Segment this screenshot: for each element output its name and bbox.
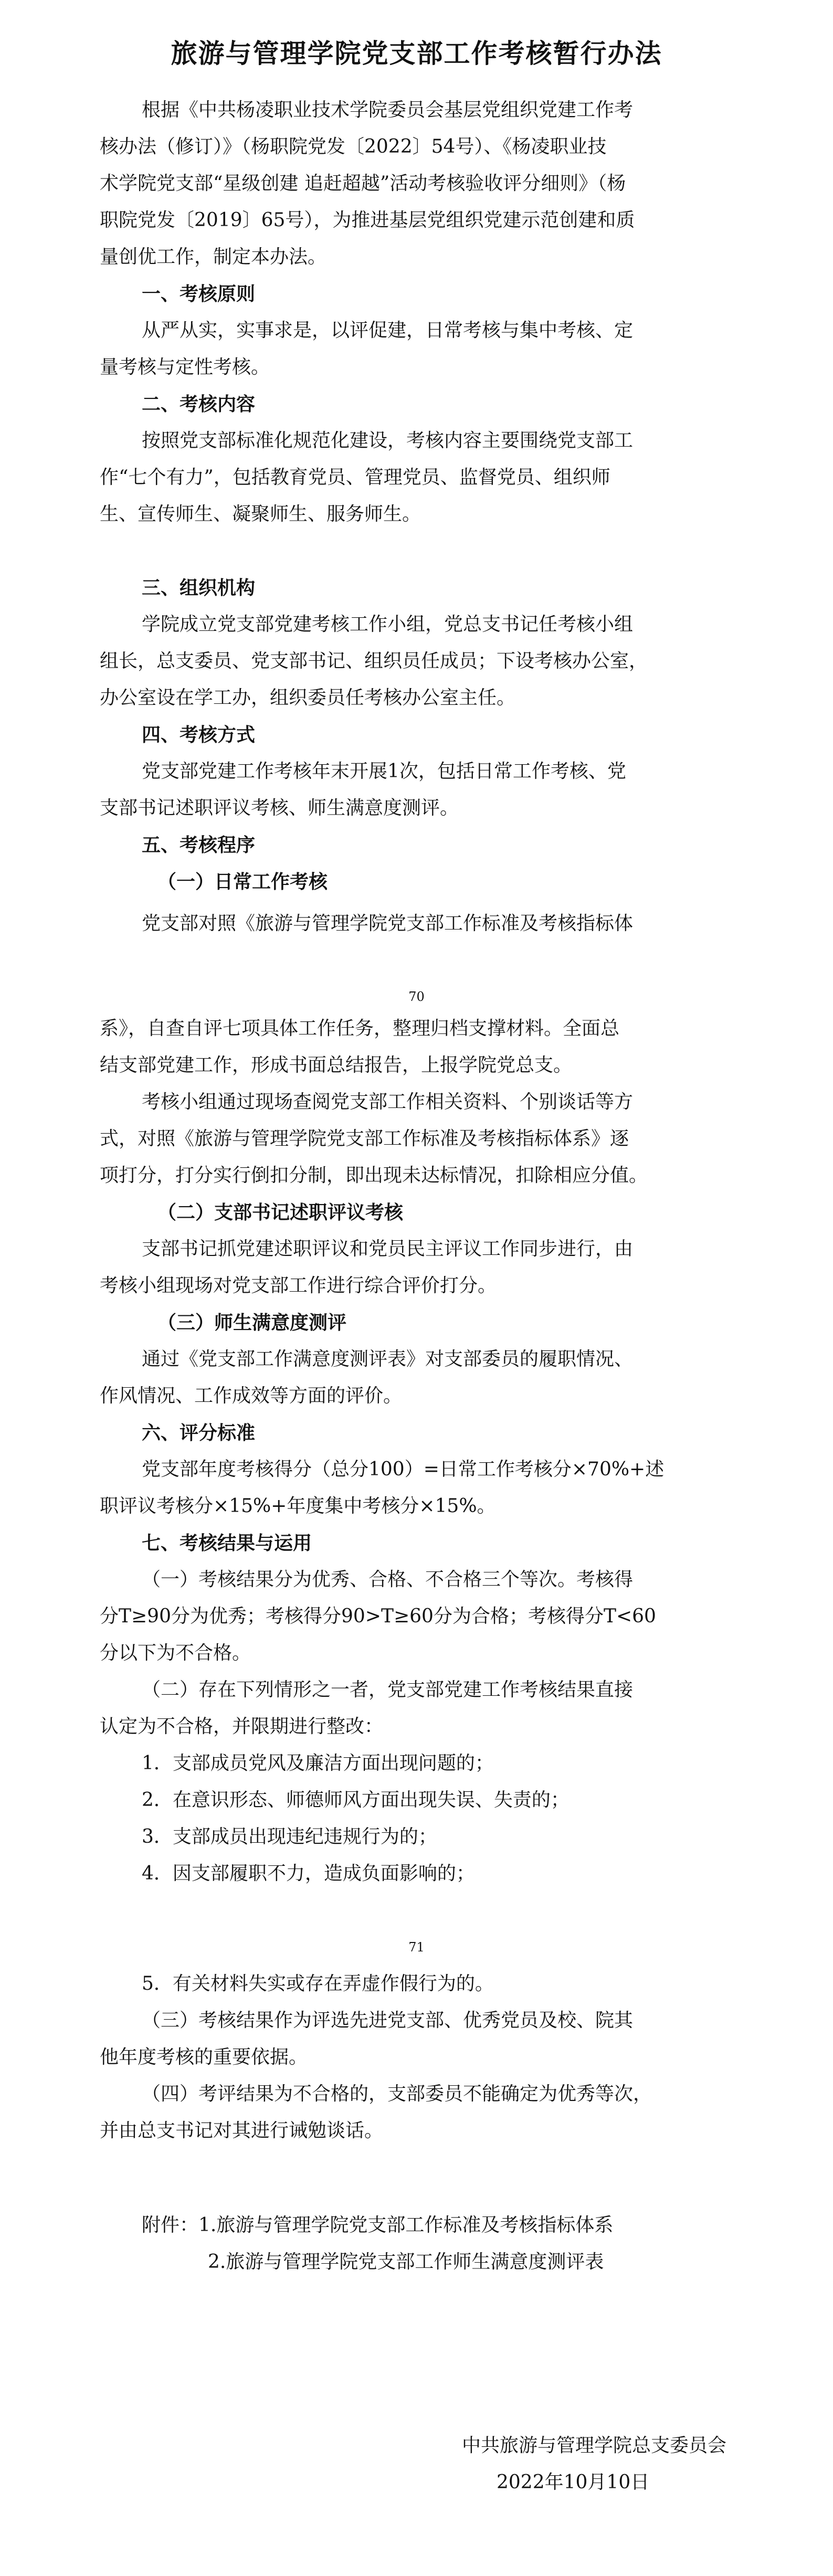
subsection-heading: （一）日常工作考核 xyxy=(157,871,328,893)
body-line: 分以下为不合格。 xyxy=(100,1642,251,1664)
body-line: 量考核与定性考核。 xyxy=(100,356,270,378)
body-line: （二）存在下列情形之一者，党支部党建工作考核结果直接 xyxy=(142,1679,634,1701)
body-line: 支部书记述职评议考核、师生满意度测评。 xyxy=(100,797,459,819)
body-line: 党支部对照《旅游与管理学院党支部工作标准及考核指标体 xyxy=(142,913,634,934)
intro-line: 核办法（修订）》（杨职院党发〔2022〕54号）、《杨凌职业技 xyxy=(100,136,607,157)
signature-date: 2022年10月10日 xyxy=(497,2472,650,2493)
body-line: 生、宣传师生、凝聚师生、服务师生。 xyxy=(100,503,421,525)
intro-line: 职院党发〔2019〕65号），为推进基层党组织党建示范创建和质 xyxy=(100,209,635,231)
body-line: 并由总支书记对其进行诫勉谈话。 xyxy=(100,2120,384,2141)
body-line: 考核小组通过现场查阅党支部工作相关资料、个别谈话等方 xyxy=(142,1091,634,1113)
body-line: 办公室设在学工办，组织委员任考核办公室主任。 xyxy=(100,687,516,709)
page-number: 71 xyxy=(408,1940,425,1955)
intro-line: 量创优工作，制定本办法。 xyxy=(100,246,327,268)
body-line: 按照党支部标准化规范化建设，考核内容主要围绕党支部工 xyxy=(142,430,634,451)
body-line: 通过《党支部工作满意度测评表》对支部委员的履职情况、 xyxy=(142,1348,634,1370)
body-line: 他年度考核的重要依据。 xyxy=(100,2046,308,2068)
list-item: 4．因支部履职不力，造成负面影响的； xyxy=(142,1863,475,1884)
section-heading: 六、评分标准 xyxy=(142,1422,256,1444)
body-line: 式，对照《旅游与管理学院党支部工作标准及考核指标体系》逐 xyxy=(100,1128,629,1149)
attachment-line: 附件：1.旅游与管理学院党支部工作标准及考核指标体系 xyxy=(142,2214,614,2236)
list-item: 5．有关材料失实或存在弄虚作假行为的。 xyxy=(142,1973,494,1994)
section-heading: 一、考核原则 xyxy=(142,283,256,305)
body-line: （一）考核结果分为优秀、合格、不合格三个等次。考核得 xyxy=(142,1569,634,1590)
body-line: 学院成立党支部党建考核工作小组，党总支书记任考核小组 xyxy=(142,614,634,635)
body-line: 职评议考核分×15%+年度集中考核分×15%。 xyxy=(100,1495,496,1517)
body-line: 组长，总支委员、党支部书记、组织员任成员；下设考核办公室， xyxy=(100,650,648,672)
body-line: 系》，自查自评七项具体工作任务，整理归档支撑材料。全面总 xyxy=(100,1018,620,1039)
body-line: 分T≥90分为优秀；考核得分90>T≥60分为合格；考核得分T<60 xyxy=(100,1606,656,1627)
body-line: 党支部年度考核得分（总分100）=日常工作考核分×70%+述 xyxy=(142,1459,665,1480)
section-heading: 二、考核内容 xyxy=(142,393,256,415)
attachment-line: 2.旅游与管理学院党支部工作师生满意度测评表 xyxy=(208,2251,604,2273)
body-line: 党支部党建工作考核年末开展1次，包括日常工作考核、党 xyxy=(142,761,626,782)
section-heading: 四、考核方式 xyxy=(142,724,256,746)
body-line: 考核小组现场对党支部工作进行综合评价打分。 xyxy=(100,1275,497,1296)
section-heading: 五、考核程序 xyxy=(142,834,256,856)
body-line: 结支部党建工作，形成书面总结报告，上报学院党总支。 xyxy=(100,1054,573,1076)
subsection-heading: （三）师生满意度测评 xyxy=(157,1312,347,1334)
subsection-heading: （二）支部书记述职评议考核 xyxy=(157,1201,404,1223)
list-item: 3．支部成员出现违纪违规行为的； xyxy=(142,1826,437,1847)
intro-line: 根据《中共杨凌职业技术学院委员会基层党组织党建工作考 xyxy=(142,99,634,121)
document-title: 旅游与管理学院党支部工作考核暂行办法 xyxy=(171,38,662,69)
body-line: （四）考评结果为不合格的，支部委员不能确定为优秀等次， xyxy=(142,2083,652,2105)
section-heading: 七、考核结果与运用 xyxy=(142,1532,312,1554)
body-line: 作“七个有力”，包括教育党员、管理党员、监督党员、组织师 xyxy=(100,467,610,488)
body-line: （三）考核结果作为评选先进党支部、优秀党员及校、院其 xyxy=(142,2010,634,2031)
body-line: 支部书记抓党建述职评议和党员民主评议工作同步进行，由 xyxy=(142,1238,634,1260)
body-line: 认定为不合格，并限期进行整改： xyxy=(100,1716,384,1737)
body-line: 项打分，打分实行倒扣分制，即出现未达标情况，扣除相应分值。 xyxy=(100,1165,648,1186)
section-heading: 三、组织机构 xyxy=(142,577,256,599)
page-number: 70 xyxy=(408,989,425,1004)
list-item: 1．支部成员党风及廉洁方面出现问题的； xyxy=(142,1752,494,1774)
signature-org: 中共旅游与管理学院总支委员会 xyxy=(462,2435,727,2456)
body-line: 作风情况、工作成效等方面的评价。 xyxy=(100,1385,403,1407)
list-item: 2．在意识形态、师德师风方面出现失误、失责的； xyxy=(142,1789,570,1811)
intro-line: 术学院党支部“星级创建 追赶超越”活动考核验收评分细则》（杨 xyxy=(100,173,626,194)
body-line: 从严从实，实事求是，以评促建，日常考核与集中考核、定 xyxy=(142,320,634,341)
